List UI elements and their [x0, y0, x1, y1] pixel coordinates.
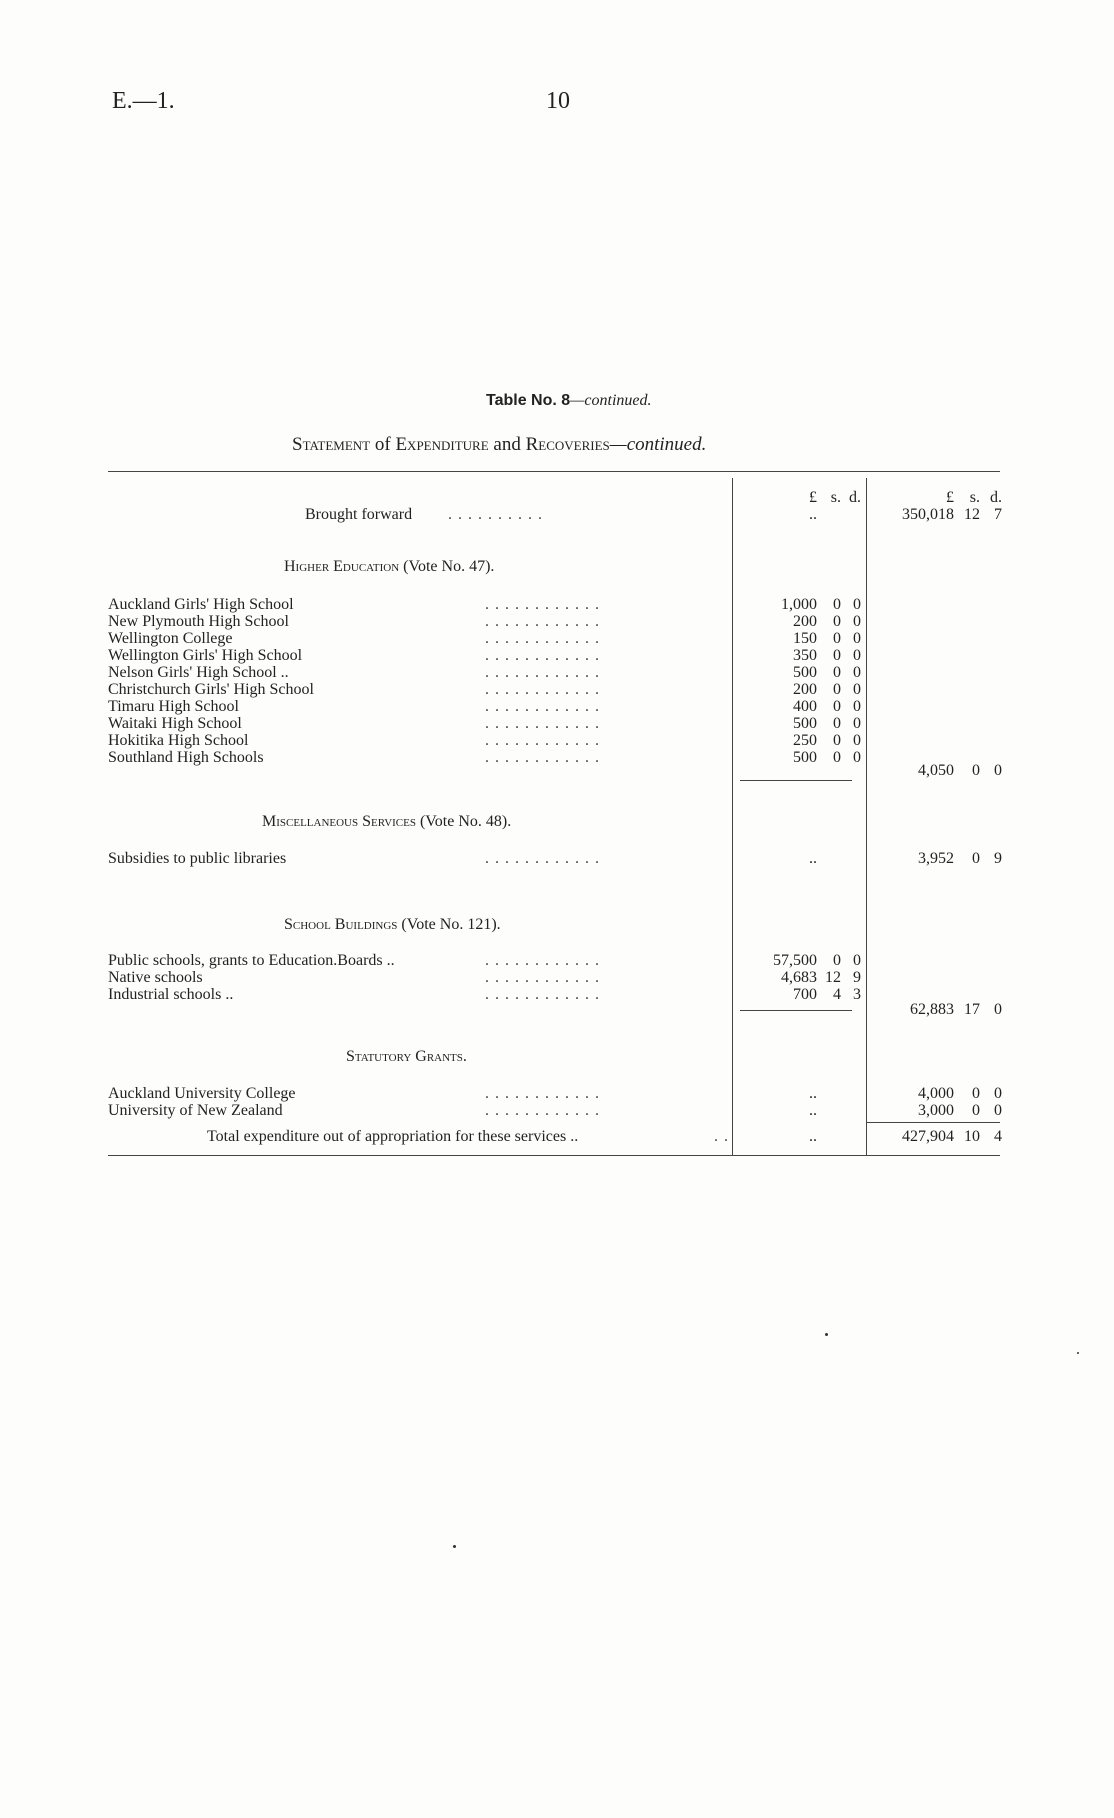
grand-total-rule — [866, 1122, 1000, 1123]
row-amount: 500 0 0 — [793, 749, 861, 766]
leader-dots: . . . . . . . . . . . . — [485, 952, 600, 969]
row-amount: 500 0 0 — [793, 664, 861, 681]
grand-total-amount: 427,904 10 4 — [902, 1128, 1002, 1145]
row-amount: 57,500 0 0 — [773, 952, 861, 969]
document-code: E.—1. — [112, 88, 175, 114]
leader-dots: . . . . . . . . . . . . — [485, 969, 600, 986]
column-divider-1 — [732, 478, 733, 1155]
leader-dots: . . . . . . . . . . . . — [485, 681, 600, 698]
row-col1: .. — [809, 1085, 817, 1102]
table-row — [108, 732, 1008, 749]
leader-dots: . . . . . . . . . . . . — [485, 596, 600, 613]
brought-forward-label: Brought forward — [305, 506, 413, 523]
row-label: Public schools, grants to Education.Boards .. — [108, 952, 395, 969]
table-row — [108, 596, 1008, 613]
row-label: Native schools — [108, 969, 203, 986]
grand-total-row — [108, 1128, 1008, 1145]
table-row — [108, 630, 1008, 647]
leader-dots: . . . . . . . . . . . . — [485, 986, 600, 1003]
table-row — [108, 681, 1008, 698]
subtotal-rule — [740, 780, 852, 781]
row-label: Hokitika High School — [108, 732, 249, 749]
column-divider-2 — [866, 478, 867, 1155]
table-top-rule — [108, 471, 1000, 472]
higher-education-total-amount: 4,050 0 0 — [918, 762, 1002, 779]
row-label: Timaru High School — [108, 698, 239, 715]
table-row — [108, 698, 1008, 715]
table-row — [108, 613, 1008, 630]
table-title-main: Table No. 8 — [486, 392, 571, 409]
print-speck — [1077, 1352, 1079, 1354]
table-bottom-rule — [108, 1155, 1000, 1156]
row-amount: 250 0 0 — [793, 732, 861, 749]
statement-and: and — [488, 434, 526, 455]
leader-dots: . . . . . . . . . . . . — [485, 698, 600, 715]
row-amount: 400 0 0 — [793, 698, 861, 715]
section-heading-statutory: Statutory Grants. — [346, 1048, 467, 1065]
brought-forward-row — [108, 506, 1008, 523]
page-number: 10 — [546, 88, 570, 114]
table-title — [486, 392, 652, 410]
print-speck — [825, 1333, 828, 1336]
row-label: Auckland University College — [108, 1085, 296, 1102]
print-speck — [453, 1545, 456, 1548]
section-heading-school-buildings: School Buildings (Vote No. 121). — [284, 916, 501, 933]
row-label: Wellington College — [108, 630, 233, 647]
row-label: Subsidies to public libraries — [108, 850, 287, 867]
row-amount: 1,000 0 0 — [781, 596, 861, 613]
leader-dots: . . . . . . . . . . . . — [485, 715, 600, 732]
statement-of: of — [370, 434, 396, 455]
leader-dots: . . . . . . . . . . . . — [485, 850, 600, 867]
table-row — [108, 1085, 1008, 1102]
section-heading-higher-education: Higher Education (Vote No. 47). — [284, 558, 495, 575]
table-row — [108, 969, 1008, 986]
row-label: Auckland Girls' High School — [108, 596, 294, 613]
leader-dots: . . . . . . . . . . . . — [485, 664, 600, 681]
grand-total-col1: .. — [809, 1128, 817, 1145]
higher-education-total — [108, 762, 1008, 779]
table-row — [108, 664, 1008, 681]
row-amount: 150 0 0 — [793, 630, 861, 647]
table-row — [108, 715, 1008, 732]
school-buildings-total — [108, 1001, 1008, 1018]
leader-dots: . . . . . . . . . . . . — [485, 732, 600, 749]
row-col1: .. — [809, 1102, 817, 1119]
leader-dots: . . — [714, 1128, 729, 1145]
leader-dots: . . . . . . . . . . . . — [485, 647, 600, 664]
col1-header: £ s. d. — [809, 489, 861, 506]
leader-dots: . . . . . . . . . . . . — [485, 630, 600, 647]
section-heading-miscellaneous: Miscellaneous Services (Vote No. 48). — [262, 813, 512, 830]
row-label: Industrial schools .. — [108, 986, 234, 1003]
table-row — [108, 1102, 1008, 1119]
row-label: Southland High Schools — [108, 749, 264, 766]
table-row — [108, 952, 1008, 969]
row-amount: 200 0 0 — [793, 613, 861, 630]
row-label: Nelson Girls' High School .. — [108, 664, 289, 681]
leader-dots: . . . . . . . . . . . . — [485, 1102, 600, 1119]
recoveries-word: Recoveries — [525, 434, 610, 455]
row-amount: 500 0 0 — [793, 715, 861, 732]
brought-forward-amount: 350,018 12 7 — [902, 506, 1002, 523]
school-buildings-total-amount: 62,883 17 0 — [910, 1001, 1002, 1018]
row-label: Christchurch Girls' High School — [108, 681, 314, 698]
row-amount: 4,683 12 9 — [781, 969, 861, 986]
brought-forward-col1: .. — [809, 506, 817, 523]
row-col1: .. — [809, 850, 817, 867]
leader-dots: . . . . . . . . . . . . — [485, 749, 600, 766]
row-label: Wellington Girls' High School — [108, 647, 303, 664]
row-amount: 350 0 0 — [793, 647, 861, 664]
row-amount: 3,952 0 9 — [918, 850, 1002, 867]
row-amount: 3,000 0 0 — [918, 1102, 1002, 1119]
statement-title — [292, 434, 706, 456]
expenditure-word: Expenditure — [395, 434, 489, 455]
table-row — [108, 647, 1008, 664]
row-label: University of New Zealand — [108, 1102, 283, 1119]
grand-total-label: Total expenditure out of appropriation for these services .. — [207, 1128, 579, 1145]
row-amount: 4,000 0 0 — [918, 1085, 1002, 1102]
leader-dots: . . . . . . . . . . . . — [485, 1085, 600, 1102]
row-label: New Plymouth High School — [108, 613, 289, 630]
row-amount: 200 0 0 — [793, 681, 861, 698]
table-title-suffix: —continued. — [570, 392, 652, 409]
row-label: Waitaki High School — [108, 715, 242, 732]
column-headers — [108, 489, 1008, 506]
leader-dots: . . . . . . . . . . — [448, 506, 543, 523]
statement-word: Statement — [292, 434, 371, 455]
leader-dots: . . . . . . . . . . . . — [485, 613, 600, 630]
statement-suffix: —continued. — [609, 434, 707, 455]
col2-header: £ s. d. — [946, 489, 1002, 506]
row-amount: 700 4 3 — [793, 986, 861, 1003]
miscellaneous-row — [108, 850, 1008, 867]
